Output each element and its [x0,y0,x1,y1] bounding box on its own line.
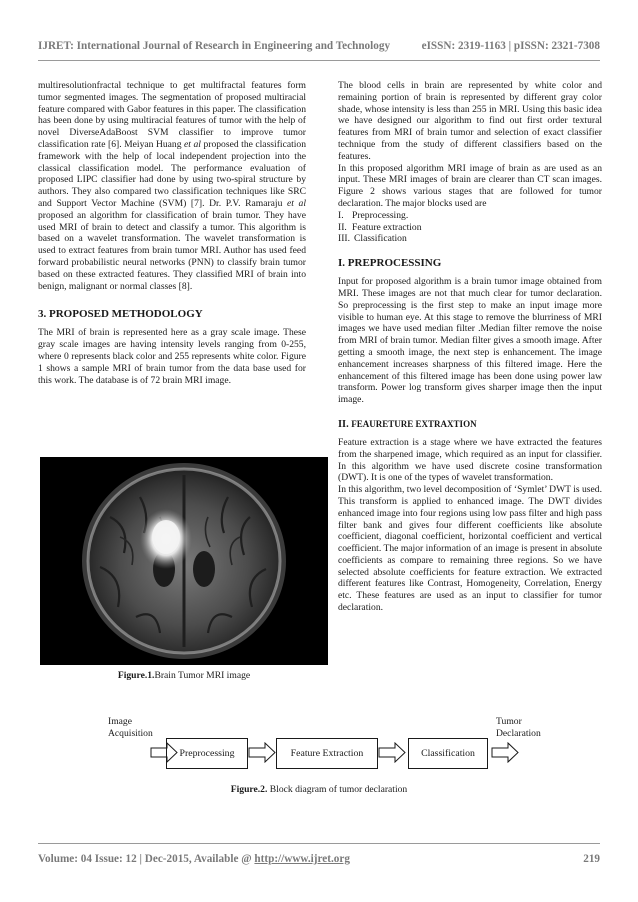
text-run: multiresolutionfractal technique to get multifractal features form tumor segmented images. The segmentation of proposed multiracial feature compared with Gabor features in this paper. The classification has been done by using multiracial features of tumor with the help of novel DiverseAdaBoost SVM classifier to improve tumor classification rate [6]. Meiyan Huang [38,80,306,150]
input-label-line: Acquisition [108,728,153,739]
brain-mri-image [40,457,328,665]
output-label-line: Tumor [496,716,522,727]
figure-2-caption [38,784,600,795]
right-column [338,80,602,614]
page-footer [38,853,600,865]
methodology-paragraph: The MRI of brain is represented here as a gray scale image. These gray scale images are having intensity levels ranging from 0-255, where 0 represents black color and 255 represents white color. Figure 1 shows a sample MRI of brain tumor from the data base used for this work. The database is of 72 brain MRI image. [38,327,306,386]
input-label-line: Image [108,716,132,727]
arrow-icon [491,742,519,763]
list-label: Preprocessing. [352,209,409,221]
header-divider [38,60,600,61]
arrow-icon [378,742,406,763]
journal-title: IJRET: International Journal of Research in Engineering and Technology [38,40,391,52]
list-number: I. [338,209,344,221]
section-number: II. [338,418,349,430]
list-number: III. [338,233,350,245]
left-column [38,80,306,386]
page-number: 219 [583,853,600,865]
list-item [338,233,602,245]
preprocessing-box: Preprocessing [166,738,248,769]
arrow-icon [248,742,276,763]
classification-box: Classification [408,738,488,769]
output-label-line: Declaration [496,728,541,739]
section-heading-preprocessing: I. PREPROCESSING [338,257,442,270]
list-number: II. [338,221,347,233]
feature-extraction-paragraph-2: In this algorithm, two level decomposition of ‘Symlet’ DWT is used. This transform is applied to enhanced image. The DWT divides enhanced image into four regions using low pass filter and high pass filter bank and gives four different coefficients like absolute coefficient, diagonal coefficient, horizontal coefficient and vertical coefficient. The major information of an image is present in absolute coefficients as compare to remaining three regions. So we have selected absolute coefficients for feature extraction. We extracted different features like Contrast, Homogeneity, Correlation, Energy etc. These features are used as an input to classifier for tumor declaration. [338,484,602,614]
figure-2-caption-text: Block diagram of tumor declaration [267,784,408,795]
text-run: proposed the classification framework with the help of local independent projection into the classical classification model. The performance evaluation of proposed LIPC classifier had done by using two-spiral structure by authors. They also compared two classification techniques like SRC and Support Vector Machine (SVM) [7]. Dr. P.V. Ramaraju [38,138,307,209]
volume-info: Volume: 04 Issue: 12 | Dec-2015, Available @ [38,853,255,865]
issn-info: eISSN: 2319-1163 | pISSN: 2321-7308 [421,40,600,52]
block-diagram [108,712,558,782]
list-label: Classification [354,233,407,245]
figure-1-caption-text: Brain Tumor MRI image [154,670,251,681]
feature-extraction-box: Feature Extraction [276,738,378,769]
intro-paragraph: The blood cells in brain are represented by white color and remaining portion of brain is represented by different gray color shade, whose intensity is less than 255 in MRI. Using this basic idea we have designed our algorithm to find out first order textural features from MRI of brain tumor and selection of exact classifier technique from the study of different classifiers based on the features. [338,80,602,162]
italic-text: et al [184,138,201,150]
list-label: Feature extraction [352,221,422,233]
italic-text: et al [287,197,306,209]
section-heading-feature-extraction [338,418,602,431]
journal-link[interactable]: http://www.ijret.org [254,853,350,865]
figure-1-label: Figure.1. [117,670,155,681]
list-item [338,210,602,222]
section-title: FEAURETURE EXTRAXTION [351,418,477,429]
figure-1-caption [40,670,328,681]
output-label [496,716,541,740]
list-item [338,222,602,234]
footer-divider [38,843,600,844]
text-run: proposed an algorithm for classification of brain tumor. They have used MRI of brain to detect and classify a tumor. This algorithm is based on a wavelet transformation. The wavelet transformation is used to extract features from brain tumor MRI. Author has used feed forward probabilistic neural networks (PNN) to classify brain tumor based on these extracted features. They classified MRI of brain into benign, malignant or normal classes [8]. [38,209,306,292]
algorithm-paragraph: In this proposed algorithm MRI image of brain as are used as an input. These MRI images of brain are clearer than CT scan images. Figure 2 shows various stages that are followed for tumor declaration. The major blocks used are [338,162,602,209]
input-label [108,716,153,740]
feature-extraction-paragraph-1: Feature extraction is a stage where we have extracted the features from the sharpened image, which required as an input for classifier. In this algorithm we have used discrete cosine transformation (DWT). It is one of the types of wavelet transformation. [338,436,602,484]
section-heading-methodology: 3. PROPOSED METHODOLOGY [38,308,203,321]
related-work-paragraph [38,80,306,292]
preprocessing-paragraph: Input for proposed algorithm is a brain tumor image obtained from MRI. These images are not that much clear for tumor declaration. So preprocessing is the first step to make an input image more visible to human eye. At this stage to remove the blurriness of MRI images we have used median filter .Median filter remove the noise from MRI of brain tumor. Median filter gives a smooth image. After getting a smooth image, the next step is enhancement. The image enhancement increases sharpness of this filtered image. Here the enhancement of this filtered image has been done using power law transform. Power log transform gives sharper image then the input image. [338,276,602,406]
major-blocks-list [338,210,602,245]
figure-2-label: Figure.2. [230,784,268,795]
mri-illustration [40,457,328,665]
journal-header [38,40,600,52]
